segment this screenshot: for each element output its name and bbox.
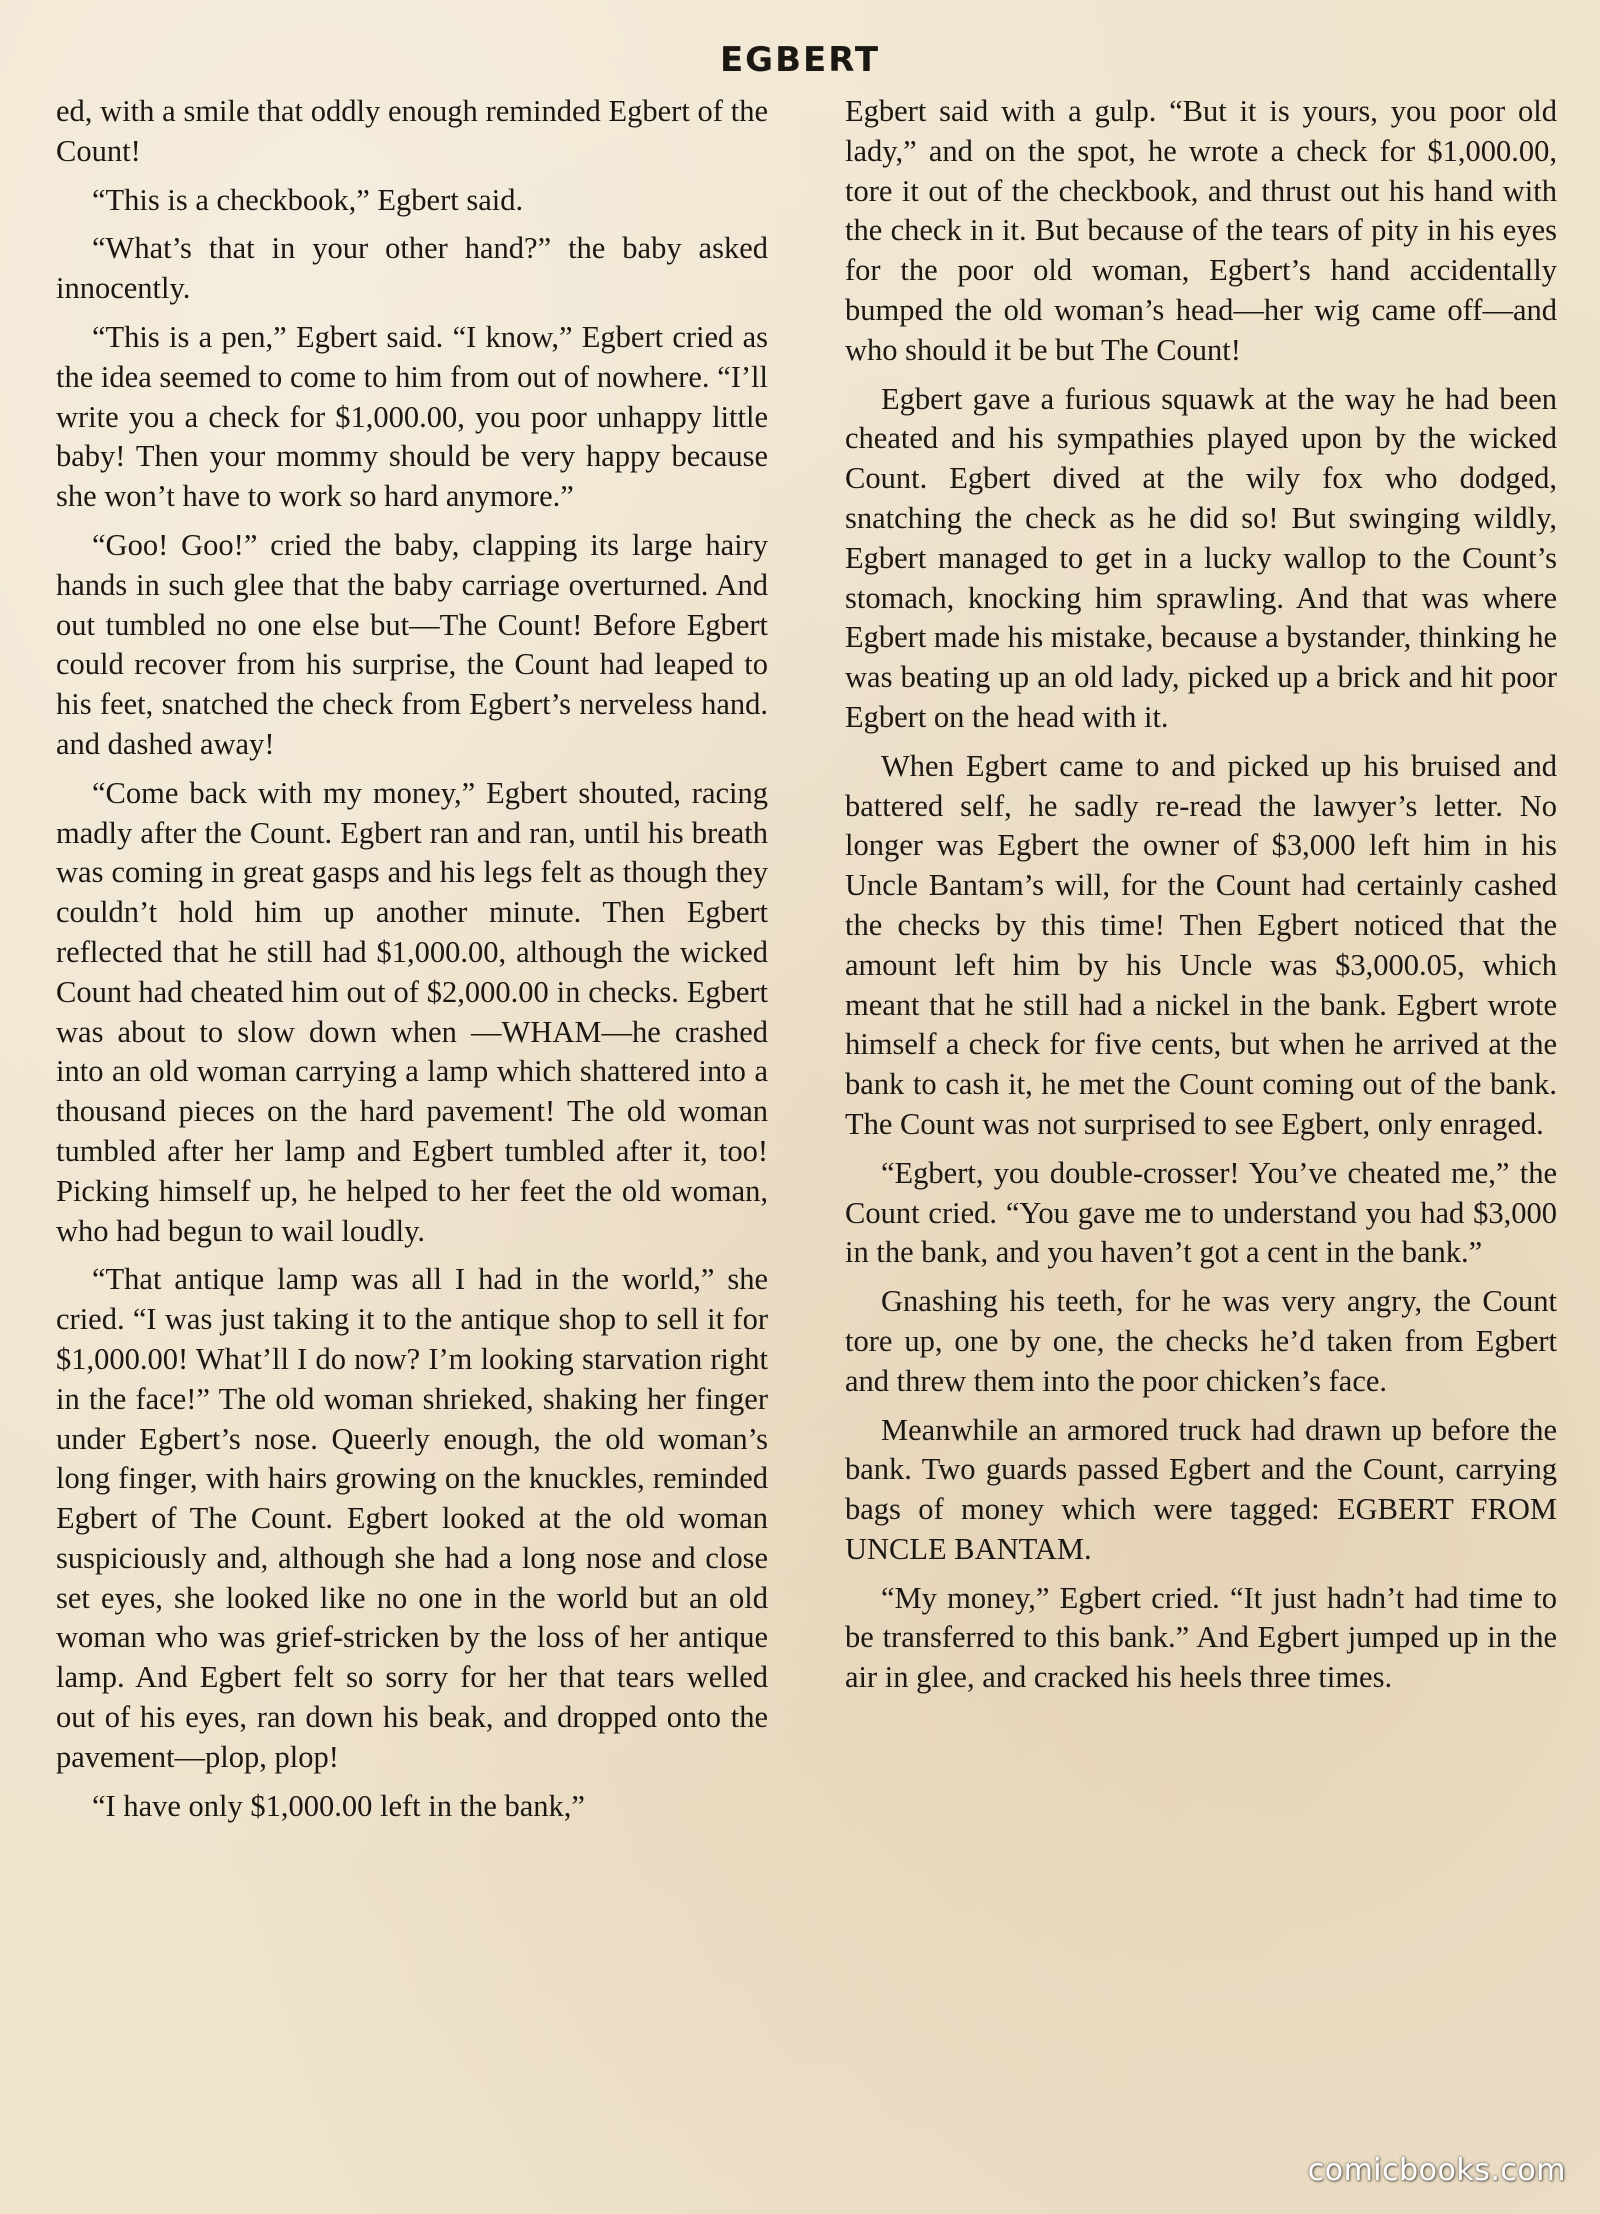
left-text-column [56,92,768,2192]
paragraph: ed, with a smile that oddly enough reminded Egbert of the Count! [56,94,768,168]
paragraph: “What’s that in your other hand?” the baby asked innocently. [56,231,768,306]
paragraph: “I have only $1,000.00 left in the bank,” [92,1788,585,1823]
paragraph: “Egbert, you double-crosser! You’ve cheated me,” the Count cried. “You gave me to understand you had $3,000 in the bank, and you haven’t got a cent in the bank.” [845,1155,1557,1270]
right-text-column [845,92,1557,2192]
paragraph: Meanwhile an armored truck had drawn up before the bank. Two guards passed Egbert and the Count, carrying bags of money which were tagged: EGBERT FROM UNCLE BANTAM. [845,1412,1557,1566]
paragraph: “This is a checkbook,” Egbert said. [92,182,524,217]
paragraph: When Egbert came to and picked up his bruised and battered self, he sadly re-read the lawyer’s letter. No longer was Egbert the owner of $3,000 left him in his Uncle Bantam’s will, for the Count had certainly cashed the checks by this time! Then Egbert noticed that the amount left him by his Uncle was $3,000.05, which meant that he still had a nickel in the bank. Egbert wrote himself a check for five cents, but when he arrived at the bank to cash it, he met the Count coming out of the bank. The Count was not surprised to see Egbert, only enraged. [845,748,1557,1141]
paragraph: “That antique lamp was all I had in the world,” she cried. “I was just taking it to the antique shop to sell it for $1,000.00! What’ll I do now? I’m looking starvation right in the face!” The old woman shrieked, shaking her finger under Egbert’s nose. Queerly enough, the old woman’s long finger, with hairs growing on the knuckles, reminded Egbert of The Count. Egbert looked at the old woman suspiciously and, although she had a long nose and close set eyes, she looked like no one in the world but an old woman who was grief-stricken by the loss of her antique lamp. And Egbert felt so sorry for her that tears welled out of his eyes, ran down his beak, and dropped onto the pavement—plop, plop! [56,1262,768,1774]
paragraph: Egbert gave a furious squawk at the way he had been cheated and his sympathies played upon by the wicked Count. Egbert dived at the wily fox who dodged, snatching the check as he did so! But swinging wildly, Egbert managed to get in a lucky wallop to the Count’s stomach, knocking him sprawling. And that was where Egbert made his mistake, because a bystander, thinking he was beating up an old lady, picked up a brick and hit poor Egbert on the head with it. [845,381,1557,734]
paragraph: “Come back with my money,” Egbert shouted, racing madly after the Count. Egbert ran and ran, until his breath was coming in great gasps and his legs felt as though they couldn’t hold him up another minute. Then Egbert reflected that he still had $1,000.00, although the wicked Count had cheated him out of $2,000.00 in checks. Egbert was about to slow down when —WHAM—he crashed into an old woman carrying a lamp which shattered into a thousand pieces on the hard pavement! The old woman tumbled after her lamp and Egbert tumbled after it, too! Picking himself up, he helped to her feet the old woman, who had begun to wail loudly. [56,775,768,1248]
paragraph: “This is a pen,” Egbert said. “I know,” Egbert cried as the idea seemed to come to him from out of nowhere. “I’ll write you a check for $1,000.00, you poor unhappy little baby! Then your mommy should be very happy because she won’t have to work so hard anymore.” [56,319,768,514]
paragraph: Egbert said with a gulp. “But it is yours, you poor old lady,” and on the spot, he wrote a check for $1,000.00, tore it out of the checkbook, and thrust out his hand with the check in it. But because of the tears of pity in his eyes for the poor old woman, Egbert’s hand accidentally bumped the old woman’s head—her wig came off—and who should it be but The Count! [845,94,1557,367]
paragraph: Gnashing his teeth, for he was very angry, the Count tore up, one by one, the checks he’d taken from Egbert and threw them into the poor chicken’s face. [845,1284,1557,1398]
page-title: EGBERT [719,40,881,80]
paragraph: “Goo! Goo!” cried the baby, clapping its large hairy hands in such glee that the baby carriage overturned. And out tumbled no one else but—The Count! Before Egbert could recover from his surprise, the Count had leaped to his feet, snatched the check from Egbert’s nerveless hand. and dashed away! [56,527,768,761]
watermark: comicbooks.com [1307,2153,1566,2188]
paragraph: “My money,” Egbert cried. “It just hadn’t had time to be transferred to this bank.” And Egbert jumped up in the air in glee, and cracked his heels three times. [845,1580,1557,1695]
